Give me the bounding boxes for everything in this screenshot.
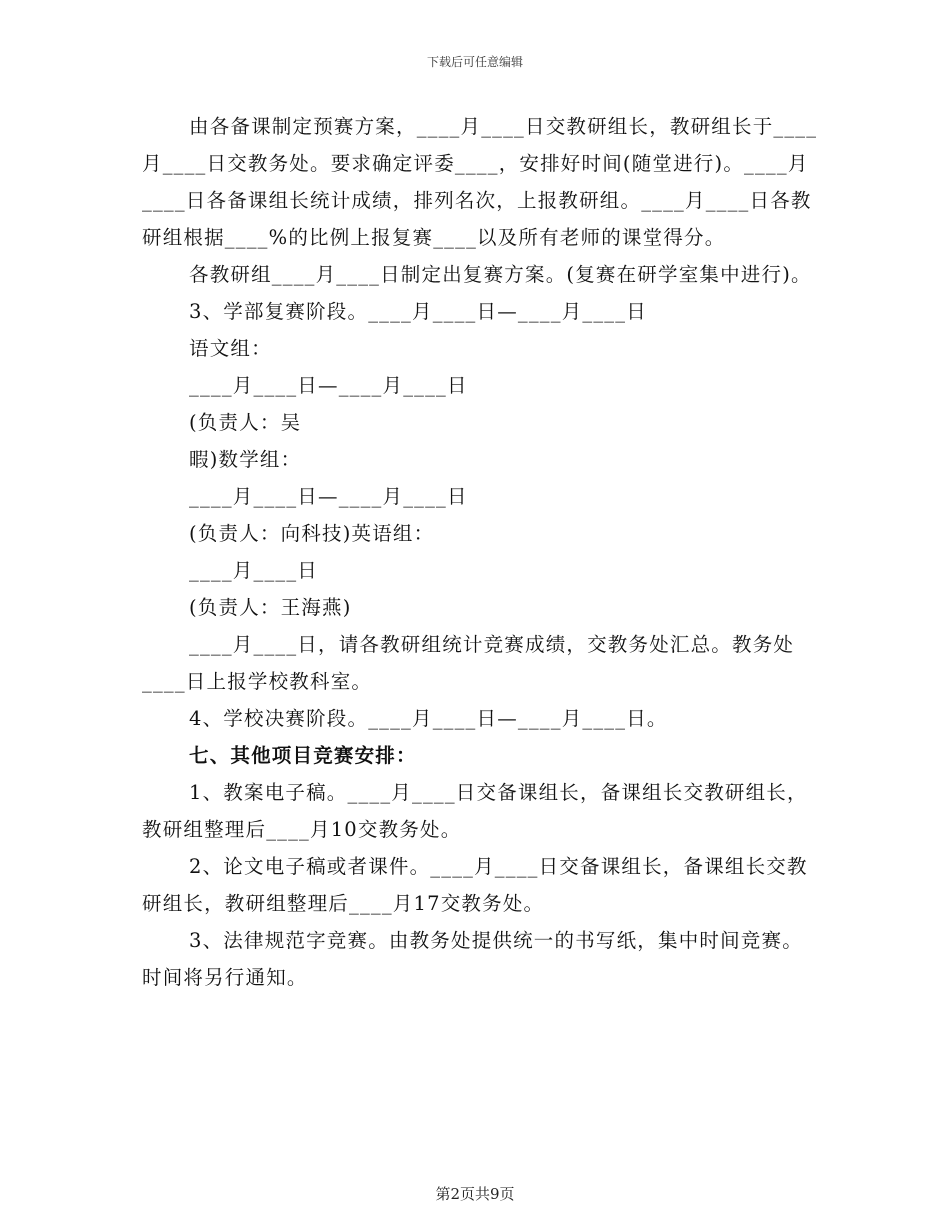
paragraph-chinese-dates: ____月____日—____月____日: [189, 374, 468, 397]
paragraph-math-group: 暇)数学组：: [189, 448, 302, 471]
paragraph-chinese-group: 语文组：: [189, 337, 272, 360]
paragraph-english-group: (负责人：向科技)英语组：: [189, 522, 435, 545]
paragraph-english-leader: (负责人：王海燕): [189, 596, 352, 619]
paragraph-thesis-courseware: 2、论文电子稿或者课件。____月____日交备课组长，备课组长交教研组长，教研组整理后____月17交教务处。: [142, 855, 808, 915]
paragraph-lesson-plan: 1、教案电子稿。____月____日交备课组长，备课组长交教研组长，教研组整理后____月10交教务处。: [142, 781, 808, 841]
paragraph-preliminary-plan: 由各备课制定预赛方案，____月____日交教研组长，教研组长于____月____日交教务处。要求确定评委____，安排好时间(随堂进行)。____月____日各备课组长统计成绩，排列名次，上报教研组。____月____日各教研组根据____%的比例上报复赛____以及所有老师的课堂得分。: [142, 115, 818, 249]
paragraph-math-dates: ____月____日—____月____日: [189, 485, 468, 508]
document-body: [142, 108, 822, 996]
paragraph-english-dates: ____月____日: [189, 559, 318, 582]
page-header: 下载后可任意编辑: [426, 55, 523, 69]
paragraph-chinese-leader: (负责人：吴: [189, 411, 302, 434]
paragraph-final-stage: 4、学校决赛阶段。____月____日—____月____日。: [189, 707, 668, 730]
paragraph-handwriting-contest: 3、法律规范字竞赛。由教务处提供统一的书写纸，集中时间竞赛。时间将另行通知。: [142, 929, 803, 989]
paragraph-score-summary: ____月____日，请各教研组统计竞赛成绩，交教务处汇总。教务处____日上报学校教科室。: [142, 633, 795, 693]
page-footer: 第2页共9页: [435, 1185, 515, 1203]
paragraph-semifinal-stage: 3、学部复赛阶段。____月____日—____月____日: [189, 300, 647, 323]
paragraph-semifinal-plan: 各教研组____月____日制定出复赛方案。(复赛在研学室集中进行)。: [189, 263, 812, 286]
section-heading-other-competitions: 七、其他项目竞赛安排：: [189, 744, 417, 767]
